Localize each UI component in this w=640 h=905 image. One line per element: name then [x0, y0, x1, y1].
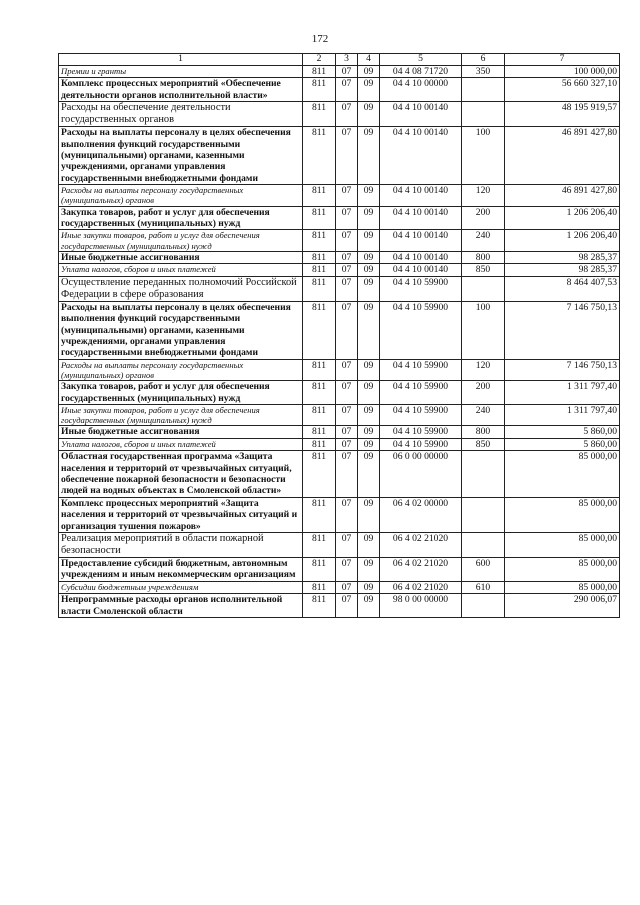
cell-ministry-code: 811 — [303, 276, 336, 301]
cell-ministry-code: 811 — [303, 230, 336, 251]
cell-subsection: 09 — [358, 594, 380, 618]
table-row — [59, 451, 620, 498]
cell-subsection: 09 — [358, 251, 380, 263]
cell-target-article: 04 4 10 00140 — [380, 264, 462, 276]
table-row — [59, 301, 620, 359]
cell-ministry-code: 811 — [303, 381, 336, 405]
cell-subsection: 09 — [358, 206, 380, 230]
cell-amount: 85 000,00 — [505, 497, 620, 532]
cell-section: 07 — [336, 558, 358, 582]
cell-subsection: 09 — [358, 558, 380, 582]
cell-ministry-code: 811 — [303, 438, 336, 450]
cell-amount: 7 146 750,13 — [505, 301, 620, 359]
cell-amount: 48 195 919,57 — [505, 102, 620, 127]
cell-subsection: 09 — [358, 451, 380, 498]
cell-target-article: 04 4 10 59900 — [380, 404, 462, 425]
column-header: 7 — [505, 54, 620, 66]
cell-target-article: 06 4 02 21020 — [380, 558, 462, 582]
cell-section: 07 — [336, 301, 358, 359]
cell-subsection: 09 — [358, 66, 380, 78]
cell-amount: 1 206 206,40 — [505, 230, 620, 251]
cell-target-article: 04 4 10 00140 — [380, 206, 462, 230]
cell-expense-type: 120 — [462, 185, 505, 206]
column-header: 3 — [336, 54, 358, 66]
cell-target-article: 04 4 08 71720 — [380, 66, 462, 78]
cell-section: 07 — [336, 276, 358, 301]
cell-ministry-code: 811 — [303, 533, 336, 558]
cell-section: 07 — [336, 206, 358, 230]
cell-section: 07 — [336, 581, 358, 593]
table-row — [59, 497, 620, 532]
table-row — [59, 264, 620, 276]
cell-section: 07 — [336, 594, 358, 618]
cell-section: 07 — [336, 251, 358, 263]
cell-expense-type — [462, 451, 505, 498]
cell-amount: 1 311 797,40 — [505, 381, 620, 405]
cell-section: 07 — [336, 533, 358, 558]
cell-amount: 1 311 797,40 — [505, 404, 620, 425]
cell-section: 07 — [336, 497, 358, 532]
cell-section: 07 — [336, 127, 358, 185]
table-row — [59, 558, 620, 582]
cell-name: Комплекс процессных мероприятий «Обеспечение деятельности органов исполнительной власти» — [59, 78, 303, 102]
cell-ministry-code: 811 — [303, 301, 336, 359]
cell-target-article: 04 4 10 00140 — [380, 230, 462, 251]
cell-amount: 7 146 750,13 — [505, 359, 620, 380]
cell-subsection: 09 — [358, 533, 380, 558]
table-row — [59, 185, 620, 206]
cell-name: Непрограммные расходы органов исполнительной власти Смоленской области — [59, 594, 303, 618]
cell-ministry-code: 811 — [303, 102, 336, 127]
cell-ministry-code: 811 — [303, 497, 336, 532]
cell-subsection: 09 — [358, 185, 380, 206]
cell-expense-type: 100 — [462, 301, 505, 359]
cell-amount: 85 000,00 — [505, 558, 620, 582]
cell-ministry-code: 811 — [303, 426, 336, 438]
cell-expense-type — [462, 102, 505, 127]
table-row — [59, 581, 620, 593]
cell-amount: 46 891 427,80 — [505, 127, 620, 185]
cell-ministry-code: 811 — [303, 359, 336, 380]
cell-section: 07 — [336, 264, 358, 276]
column-header: 4 — [358, 54, 380, 66]
column-header: 6 — [462, 54, 505, 66]
cell-subsection: 09 — [358, 127, 380, 185]
table-row — [59, 206, 620, 230]
cell-target-article: 04 4 10 00140 — [380, 185, 462, 206]
cell-target-article: 04 4 10 59900 — [380, 301, 462, 359]
table-row — [59, 276, 620, 301]
cell-section: 07 — [336, 78, 358, 102]
cell-target-article: 04 4 10 59900 — [380, 359, 462, 380]
cell-amount: 85 000,00 — [505, 451, 620, 498]
cell-ministry-code: 811 — [303, 127, 336, 185]
column-header: 5 — [380, 54, 462, 66]
cell-amount: 98 285,37 — [505, 251, 620, 263]
cell-expense-type: 850 — [462, 438, 505, 450]
cell-expense-type — [462, 533, 505, 558]
cell-expense-type — [462, 594, 505, 618]
cell-expense-type: 200 — [462, 206, 505, 230]
cell-amount: 56 660 327,10 — [505, 78, 620, 102]
cell-target-article: 04 4 10 00140 — [380, 102, 462, 127]
table-row — [59, 533, 620, 558]
table-header-row — [59, 54, 620, 66]
cell-section: 07 — [336, 230, 358, 251]
cell-expense-type: 350 — [462, 66, 505, 78]
table-row — [59, 438, 620, 450]
cell-expense-type: 850 — [462, 264, 505, 276]
table-row — [59, 381, 620, 405]
cell-subsection: 09 — [358, 102, 380, 127]
cell-amount: 46 891 427,80 — [505, 185, 620, 206]
cell-name: Уплата налогов, сборов и иных платежей — [59, 438, 303, 450]
cell-name: Премии и гранты — [59, 66, 303, 78]
cell-expense-type — [462, 78, 505, 102]
cell-subsection: 09 — [358, 438, 380, 450]
cell-name: Уплата налогов, сборов и иных платежей — [59, 264, 303, 276]
cell-target-article: 98 0 00 00000 — [380, 594, 462, 618]
cell-subsection: 09 — [358, 497, 380, 532]
cell-expense-type: 100 — [462, 127, 505, 185]
cell-section: 07 — [336, 451, 358, 498]
cell-subsection: 09 — [358, 230, 380, 251]
cell-ministry-code: 811 — [303, 404, 336, 425]
cell-ministry-code: 811 — [303, 264, 336, 276]
cell-name: Иные бюджетные ассигнования — [59, 251, 303, 263]
cell-subsection: 09 — [358, 276, 380, 301]
cell-subsection: 09 — [358, 78, 380, 102]
cell-expense-type: 200 — [462, 381, 505, 405]
table-row — [59, 127, 620, 185]
cell-amount: 5 860,00 — [505, 438, 620, 450]
cell-amount: 8 464 407,53 — [505, 276, 620, 301]
cell-target-article: 06 4 02 21020 — [380, 533, 462, 558]
cell-name: Предоставление субсидий бюджетным, автономным учреждениям и иным некоммерческим организациям — [59, 558, 303, 582]
cell-name: Иные бюджетные ассигнования — [59, 426, 303, 438]
cell-expense-type — [462, 497, 505, 532]
cell-subsection: 09 — [358, 581, 380, 593]
cell-ministry-code: 811 — [303, 206, 336, 230]
cell-section: 07 — [336, 404, 358, 425]
cell-subsection: 09 — [358, 381, 380, 405]
cell-ministry-code: 811 — [303, 185, 336, 206]
cell-amount: 98 285,37 — [505, 264, 620, 276]
cell-name: Областная государственная программа «Защита населения и территорий от чрезвычайных ситуаций, обеспечение пожарной безопасности и безопасности людей на водных объектах в Смоленской области» — [59, 451, 303, 498]
cell-subsection: 09 — [358, 264, 380, 276]
cell-expense-type: 240 — [462, 230, 505, 251]
cell-ministry-code: 811 — [303, 78, 336, 102]
cell-amount: 1 206 206,40 — [505, 206, 620, 230]
cell-amount: 290 006,07 — [505, 594, 620, 618]
cell-subsection: 09 — [358, 359, 380, 380]
cell-expense-type: 800 — [462, 426, 505, 438]
table-row — [59, 426, 620, 438]
cell-expense-type: 240 — [462, 404, 505, 425]
cell-target-article: 04 4 10 59900 — [380, 276, 462, 301]
column-header: 2 — [303, 54, 336, 66]
page-number: 172 — [311, 33, 329, 45]
cell-target-article: 06 4 02 21020 — [380, 581, 462, 593]
cell-name: Расходы на выплаты персоналу государственных (муниципальных) органов — [59, 359, 303, 380]
cell-subsection: 09 — [358, 426, 380, 438]
cell-name: Субсидии бюджетным учреждениям — [59, 581, 303, 593]
cell-name: Расходы на выплаты персоналу государственных (муниципальных) органов — [59, 185, 303, 206]
cell-target-article: 06 0 00 00000 — [380, 451, 462, 498]
cell-name: Закупка товаров, работ и услуг для обеспечения государственных (муниципальных) нужд — [59, 206, 303, 230]
cell-section: 07 — [336, 185, 358, 206]
cell-target-article: 04 4 10 00140 — [380, 251, 462, 263]
cell-section: 07 — [336, 381, 358, 405]
cell-section: 07 — [336, 66, 358, 78]
cell-subsection: 09 — [358, 301, 380, 359]
cell-target-article: 04 4 10 00140 — [380, 127, 462, 185]
cell-section: 07 — [336, 102, 358, 127]
cell-expense-type: 120 — [462, 359, 505, 380]
cell-target-article: 04 4 10 59900 — [380, 438, 462, 450]
cell-target-article: 04 4 10 00000 — [380, 78, 462, 102]
cell-name: Расходы на обеспечение деятельности государственных органов — [59, 102, 303, 127]
cell-section: 07 — [336, 438, 358, 450]
cell-name: Реализация мероприятий в области пожарной безопасности — [59, 533, 303, 558]
budget-table — [58, 53, 620, 618]
cell-name: Закупка товаров, работ и услуг для обеспечения государственных (муниципальных) нужд — [59, 381, 303, 405]
cell-subsection: 09 — [358, 404, 380, 425]
cell-section: 07 — [336, 359, 358, 380]
cell-name: Комплекс процессных мероприятий «Защита населения и территорий от чрезвычайных ситуаций и организация тушения пожаров» — [59, 497, 303, 532]
cell-amount: 85 000,00 — [505, 533, 620, 558]
table-row — [59, 78, 620, 102]
cell-ministry-code: 811 — [303, 558, 336, 582]
cell-ministry-code: 811 — [303, 451, 336, 498]
cell-name: Иные закупки товаров, работ и услуг для обеспечения государственных (муниципальных) нужд — [59, 404, 303, 425]
cell-ministry-code: 811 — [303, 581, 336, 593]
cell-expense-type: 800 — [462, 251, 505, 263]
cell-amount: 5 860,00 — [505, 426, 620, 438]
cell-expense-type: 600 — [462, 558, 505, 582]
table-row — [59, 66, 620, 78]
cell-amount: 85 000,00 — [505, 581, 620, 593]
cell-target-article: 06 4 02 00000 — [380, 497, 462, 532]
column-header: 1 — [59, 54, 303, 66]
cell-name: Расходы на выплаты персоналу в целях обеспечения выполнения функций государственными (муниципальными) органами, казенными учреждениями, органами управления государственными внебюджетными фондами — [59, 301, 303, 359]
table-row — [59, 230, 620, 251]
cell-ministry-code: 811 — [303, 594, 336, 618]
cell-name: Иные закупки товаров, работ и услуг для обеспечения государственных (муниципальных) нужд — [59, 230, 303, 251]
table-row — [59, 102, 620, 127]
cell-ministry-code: 811 — [303, 251, 336, 263]
cell-expense-type: 610 — [462, 581, 505, 593]
cell-name: Расходы на выплаты персоналу в целях обеспечения выполнения функций государственными (муниципальными) органами, казенными учреждениями, органами управления государственными внебюджетными фондами — [59, 127, 303, 185]
cell-amount: 100 000,00 — [505, 66, 620, 78]
table-row — [59, 404, 620, 425]
table-row — [59, 359, 620, 380]
cell-target-article: 04 4 10 59900 — [380, 381, 462, 405]
cell-expense-type — [462, 276, 505, 301]
cell-name: Осуществление переданных полномочий Российской Федерации в сфере образования — [59, 276, 303, 301]
cell-target-article: 04 4 10 59900 — [380, 426, 462, 438]
cell-section: 07 — [336, 426, 358, 438]
table-row — [59, 251, 620, 263]
cell-ministry-code: 811 — [303, 66, 336, 78]
table-row — [59, 594, 620, 618]
